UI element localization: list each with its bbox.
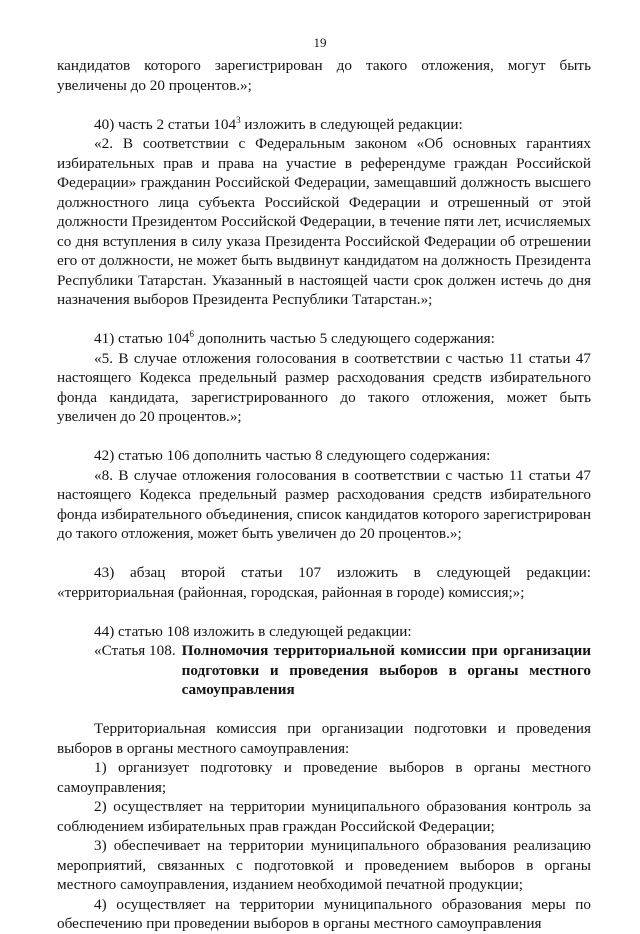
item-40-text: «2. В соответствии с Федеральным законом «Об основных гарантиях избирательных прав и права на участие в референдуме граждан Российской Федерации» гражданин Российской Федерации, замещавший должность высшего должностного лица субъекта Российской Федерации и отрешенный от этой должности Президентом Российской Федерации, в течение пяти лет, исчисляемых со дня вступления в силу указа Президента Российской Федерации об отрешении его от должности, не может быть выдвинут кандидатом на должность Президента Республики Татарстан. Указанный в настоящей части срок должен истечь до дня назначения выборов Президента Республики Татарстан.»; xyxy=(57,135,591,308)
article-intro: Территориальная комиссия при организации подготовки и проведения выборов в органы местного самоуправления: xyxy=(57,720,591,757)
item-43-text: «территориальная (районная, городская, районная в городе) комиссия;»; xyxy=(57,583,525,601)
article-item-3: 3) обеспечивает на территории муниципального образования реализацию мероприятий, связанных с подготовкой и проведением выборов в органы местного самоуправления, изданием необходимой печатной продукции; xyxy=(57,837,591,893)
item-43-heading: 43) абзац второй статьи 107 изложить в следующей редакции: xyxy=(94,564,591,581)
item-41-heading: 41) статью $104^6$ дополнить частью 5 следующего содержания: xyxy=(94,329,495,347)
article-108-header xyxy=(57,641,591,700)
item-41-text: «5. В случае отложения голосования в соответствии с частью 11 статьи 47 настоящего Кодекса предельный размер расходования средств избирательного фонда кандидата, зарегистрированного до такого отложения, может быть увеличен до 20 процентов.»; xyxy=(57,349,591,425)
article-item-2: 2) осуществляет на территории муниципального образования контроль за соблюдением избирательных прав граждан Российской Федерации; xyxy=(57,798,591,835)
article-item-1: 1) организует подготовку и проведение выборов в органы местного самоуправления; xyxy=(57,759,591,796)
item-40-heading: 40) часть 2 статьи $104^3$ изложить в следующей редакции: xyxy=(94,114,463,133)
page-number: 19 xyxy=(313,35,327,50)
item-42-text: «8. В случае отложения голосования в соответствии с частью 11 статьи 47 настоящего Кодекса предельный размер расходования средств избирательного фонда избирательного объединения, список кандидатов которого зарегистрирован до такого отложения, может быть увеличен до 20 процентов.»; xyxy=(57,466,591,542)
article-title: Полномочия территориальной комиссии при организации подготовки и проведения выборов в органы местного самоуправления xyxy=(181,642,591,698)
article-label: «Статья 108. xyxy=(94,642,176,659)
item-44-heading: 44) статью 108 изложить в следующей редакции: xyxy=(94,622,412,640)
article-item-4: 4) осуществляет на территории муниципального образования меры по обеспечению при проведении выборов в органы местного самоуправления xyxy=(57,895,591,932)
body-text xyxy=(57,56,591,934)
item-42-heading: 42) статью 106 дополнить частью 8 следующего содержания: xyxy=(94,447,491,464)
continuation-line: кандидатов которого зарегистрирован до такого отложения, могут быть увеличены до 20 процентов.»; xyxy=(57,57,591,94)
